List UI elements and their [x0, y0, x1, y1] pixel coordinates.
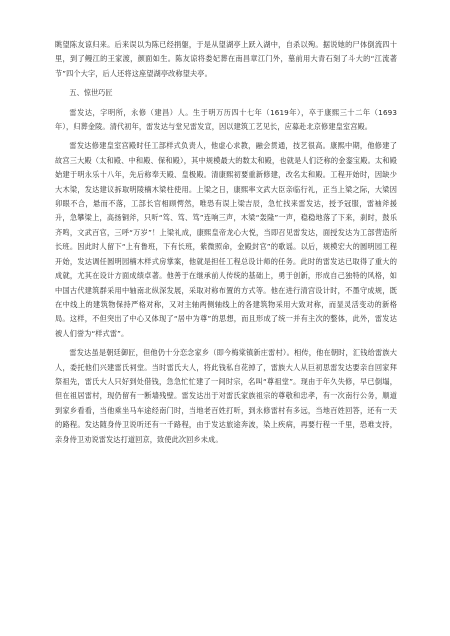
text-body — [55, 38, 397, 452]
paragraph-lou-fei-ending: 眺望陈友谅归来。后来误以为陈已经捐躯，于是从望湖亭上跃入湖中，自杀以殉。据说她的尸体倒流四十里，到了鳗江的王家渡，颜面如生。陈友谅将娄妃葬在南昌章江门外，墓前用大青石刻了斗大的“江流著节”四个大字，后人还将这座望湖亭改称望夫亭。 — [55, 40, 397, 78]
paragraph-palace-construction: 雷发达修建皇室宫殿时任工部样式负责人，他虚心求教，融会贯通，技艺很高。康熙中期，他修建了故宫三大殿（太和殿、中和殿、保和殿），其中规模最大的数太和殿，也就是人们泛称的金銮宝殿。太和殿始建于明永乐十八年，先后称奉天殿、皇极殿。清康熙初要重新修建，改名太和殿。工程开始时，因缺少大木梁，发达建议拆取明陵楠木梁柱使用。上梁之日，康熙率文武大臣亲临行礼，正当上梁之际，大梁因卯眼不合，悬而不落，工部长官相顾愕然，唯恐有误上梁吉辰，急忙找来雷发达，授予冠服，雷袖斧援升，急攀梁上，高扬铜斧，只听“笃、笃、笃”连响三声，木梁“轰隆”一声，稳稳地落了下来，刹时，鼓乐齐鸣，文武百官，三呼“万岁”！上梁礼成，康熙皇帝龙心大悦，当即召见雷发达，面授发达为工部营造所长班。因此时人留下“上有鲁班，下有长班，紫微照命，金殿封官”的歌谣。以后，规模宏大的圆明园工程开始，发达调任圆明园楠木样式房掌案，他就是担任工程总设计师的任务。此时的雷发达已取得了重大的成就，尤其在设计方面成绩卓著。他善于在继承前人传统的基础上，勇于创新，形成自己独特的风格，如中国古代建筑群采用中轴南北纵深发展，采取对称布置的方式等。他在进行清宫设计时，不墨守成规，既在中线上的建筑物保持严格对称，又对主轴两侧轴线上的各建筑物采用大致对称，而显灵活变动的新格局。这样，不但突出了中心又体现了“居中为尊”的思想，而且形成了统一并有主次的整体，此外，雷发达被人们誉为“样式雷”。 — [55, 141, 397, 338]
section-heading: 五、惊世巧匠 — [69, 88, 113, 98]
paragraph-hometown: 雷发达虽是朝廷御匠，但他仍十分恋念家乡（即今梅棠镇新庄雷村）。相传，他在朝时，汇钱给雷族大人，委托他们兴建雷氏祠堂。当时雷氏大人，将此钱私自花掉了，雷族大人从巨初思雷发达要亲自回家拜祭祖先，雷氏大人只好到处借钱，急急忙忙建了一间时宗，名叫“尊祖堂”。现由于年久失修，早已倒塌，但在祖居雷村，现仍留有一断墙残壁。雷发达出于对雷氏家族祖宗的尊敬和忠孝，有一次南行公务，顺道到家乡看看，当他乘坐马车途经南门时，当地老百姓打听，到永修雷村有多远，当地百姓回答，还有一天的路程。发达随身侍卫说听还有一千路程，由于发达旅途奔波，染上疾病，再要行程一千里，恐难支持，亲身侍卫劝说雷发达打道回京，致使此次回乡未成。 — [55, 348, 397, 444]
paragraph-lei-fada-intro: 雷发达，字明所，永修（建昌）人。生于明万历四十七年（1619年），卒于康熙三十二年（1693年），归葬金陵。清代初年，雷发达与堂兄雷发宣，因以建筑工艺见长，应募赴北京修建皇室宫殿。 — [55, 107, 397, 132]
